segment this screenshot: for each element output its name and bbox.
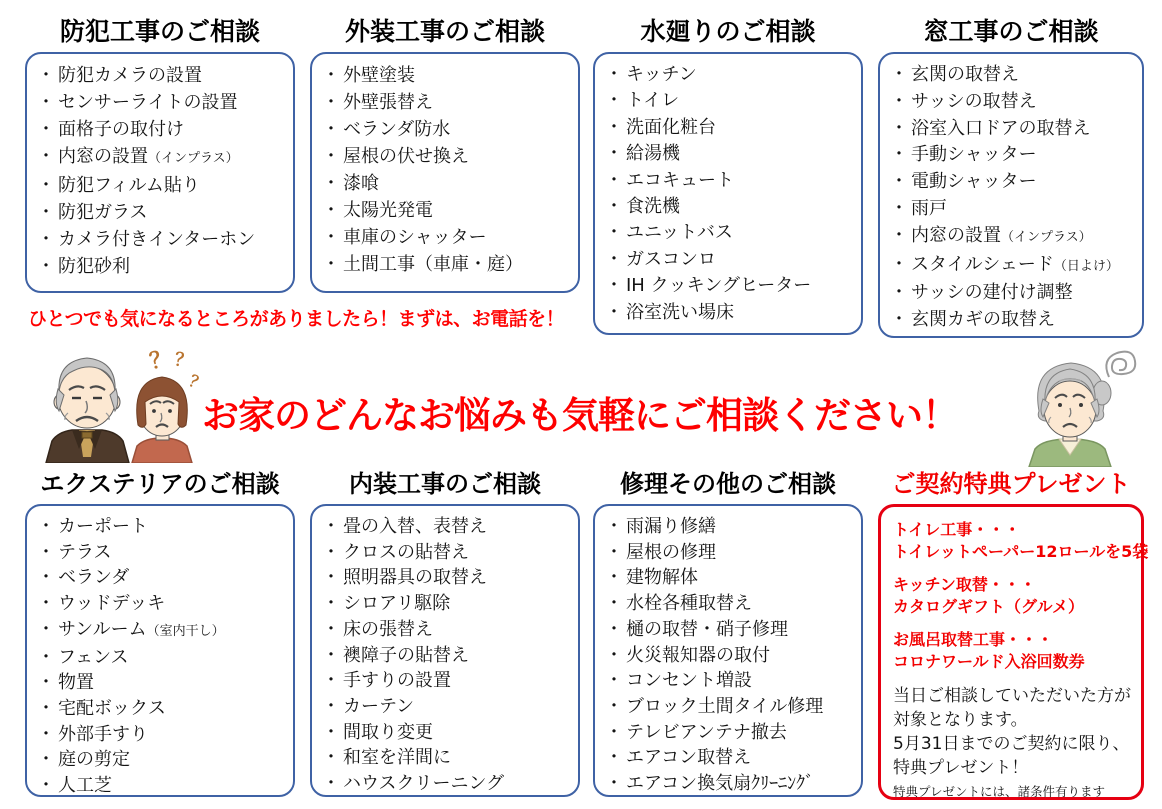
bullet-icon: ・ (37, 723, 55, 745)
section-title: 内装工事のご相談 (349, 470, 541, 498)
list-item: ・ サッシの取替え (890, 90, 1037, 112)
list-item: ・ サンルーム（室内干し） (37, 618, 225, 640)
section-title: 外装工事のご相談 (344, 17, 545, 46)
elderly-woman-drawing (993, 337, 1153, 467)
list-item: ・ 水栓各種取替え (605, 593, 752, 615)
list-item: ・ サッシの建付け調整 (890, 282, 1073, 304)
section-box (593, 52, 863, 335)
list-item: ・ 防犯フィルム貼り (37, 175, 200, 196)
bullet-icon: ・ (890, 197, 908, 219)
bullet-icon: ・ (37, 567, 55, 589)
bullet-icon: ・ (37, 749, 55, 771)
bullet-icon: ・ (37, 65, 55, 86)
section-box (310, 52, 580, 293)
section-title: 窓工事のご相談 (923, 17, 1099, 46)
list-item: ・ 外壁張替え (322, 92, 433, 113)
bullet-icon: ・ (322, 695, 340, 717)
dizzy-scribble-icon (1106, 352, 1135, 377)
bonus-offer-toilet (893, 519, 1149, 563)
bullet-icon: ・ (322, 254, 340, 275)
item-list (605, 62, 857, 326)
list-item: ・ 車庫のシャッター (322, 227, 487, 248)
list-item: ・ 防犯ガラス (37, 202, 148, 223)
bonus-note-line: 当日ご相談していただいた方が (893, 686, 1131, 706)
list-item: ・ テラス (37, 541, 112, 563)
bullet-icon: ・ (37, 175, 55, 196)
bullet-icon: ・ (322, 227, 340, 248)
list-item: ・ 人工芝 (37, 775, 112, 797)
bullet-icon: ・ (37, 697, 55, 719)
bullet-icon: ・ (890, 224, 908, 246)
section-title: エクステリアのご相談 (40, 470, 280, 498)
list-item: ・ 外部手すり (37, 723, 148, 745)
bullet-icon: ・ (605, 90, 623, 112)
list-item: ・ 雨戸 (890, 197, 947, 219)
list-item: ・ IH クッキングヒーター (605, 275, 812, 297)
list-item: ・ 畳の入替、表替え (322, 516, 487, 537)
list-item: ・ 照明器具の取替え (322, 567, 487, 589)
list-item: ・ ベランダ防水 (322, 119, 451, 140)
bullet-icon: ・ (605, 747, 623, 769)
section-title: ご契約特典プレゼント (891, 470, 1131, 498)
bullet-icon: ・ (322, 773, 340, 795)
bullet-icon: ・ (322, 541, 340, 563)
list-item: ・ エアコン取替え (605, 747, 752, 769)
offer-label: お風呂取替工事・・・ (893, 630, 1054, 649)
bullet-icon: ・ (322, 119, 340, 140)
bullet-icon: ・ (890, 171, 908, 193)
bonus-note-line: 対象となります。 (893, 710, 1028, 730)
list-item: ・ フェンス (37, 646, 129, 668)
bullet-icon: ・ (322, 670, 340, 692)
bullet-icon: ・ (605, 618, 623, 640)
list-item: ・ 電動シャッター (890, 171, 1037, 193)
bullet-icon: ・ (322, 146, 340, 167)
bullet-icon: ・ (37, 541, 55, 563)
list-item: ・ 屋根の伏せ換え (322, 146, 469, 167)
bullet-icon: ・ (605, 516, 623, 537)
list-item: ・ 外壁塗装 (322, 65, 415, 86)
svg-text:？: ？ (186, 371, 209, 395)
svg-text:？: ？ (147, 345, 175, 375)
bullet-icon: ・ (890, 309, 908, 331)
list-item: ・ ブロック土間タイル修理 (605, 695, 824, 717)
list-item: ・ 玄関の取替え (890, 64, 1019, 85)
bonus-offer-bath (893, 629, 1135, 673)
bullet-icon: ・ (605, 64, 623, 85)
bullet-icon: ・ (605, 169, 623, 191)
list-item: ・ 防犯カメラの設置 (37, 65, 202, 86)
call-to-action-line: ひとつでも気になるところがありましたら！まずは、お電話を！ (28, 308, 565, 330)
bullet-icon: ・ (890, 144, 908, 166)
offer-gift: トイレットペーパー12ロールを5袋 (893, 542, 1149, 561)
section-title: 水廻りのご相談 (640, 17, 816, 46)
list-item: ・ センサーライトの設置 (37, 92, 238, 113)
list-item: ・ 間取り変更 (322, 721, 433, 743)
bullet-icon: ・ (890, 64, 908, 85)
offer-label: キッチン取替・・・ (893, 575, 1036, 594)
bullet-icon: ・ (605, 670, 623, 692)
list-item: ・ 和室を洋間に (322, 747, 451, 769)
list-item: ・ エアコン換気扇ｸﾘｰﾆﾝｸﾞ (605, 773, 815, 795)
bullet-icon: ・ (890, 117, 908, 139)
bullet-icon: ・ (605, 695, 623, 717)
list-item: ・ 洗面化粧台 (605, 116, 716, 138)
bullet-icon: ・ (322, 618, 340, 640)
bullet-icon: ・ (37, 229, 55, 250)
bullet-icon: ・ (322, 65, 340, 86)
list-item: ・ 火災報知器の取付 (605, 644, 770, 666)
bullet-icon: ・ (890, 253, 908, 275)
offer-gift: カタログギフト（グルメ） (893, 597, 1085, 616)
bullet-icon: ・ (37, 618, 55, 640)
list-item: ・ 樋の取替・硝子修理 (605, 618, 788, 640)
bullet-icon: ・ (37, 672, 55, 694)
bonus-note-line: 5月31日までのご契約に限り、 (893, 734, 1130, 754)
item-list (322, 514, 574, 797)
list-item: ・ シロアリ駆除 (322, 593, 451, 615)
list-item: ・ クロスの貼替え (322, 541, 469, 563)
list-item: ・ 防犯砂利 (37, 256, 130, 277)
list-item: ・ スタイルシェード（日よけ） (890, 253, 1119, 275)
bullet-icon: ・ (37, 92, 55, 113)
list-item: ・ 食洗機 (605, 196, 680, 218)
item-list (322, 62, 574, 278)
bullet-icon: ・ (605, 222, 623, 244)
list-item: ・ エコキュート (605, 169, 734, 191)
list-item: ・ テレビアンテナ撤去 (605, 721, 787, 743)
bullet-icon: ・ (37, 256, 55, 277)
section-box (25, 504, 295, 797)
offer-label: トイレ工事・・・ (893, 520, 1021, 539)
bonus-offer-kitchen (893, 574, 1135, 618)
list-item: ・ コンセント増設 (605, 670, 752, 692)
list-item: ・ 内窓の設置（インプラス） (890, 224, 1092, 246)
bonus-box (878, 504, 1149, 800)
bullet-icon: ・ (605, 275, 623, 297)
bullet-icon: ・ (37, 646, 55, 668)
list-item: ・ カーポート (37, 516, 148, 537)
list-item: ・ 屋根の修理 (605, 541, 716, 563)
list-item: ・ 雨漏り修繕 (605, 516, 716, 537)
bullet-icon: ・ (322, 200, 340, 221)
bullet-icon: ・ (605, 116, 623, 138)
list-item: ・ 手すりの設置 (322, 670, 451, 692)
confused-elderly-couple-illustration (28, 345, 213, 463)
bullet-icon: ・ (605, 721, 623, 743)
bullet-icon: ・ (322, 644, 340, 666)
bullet-icon: ・ (605, 196, 623, 218)
list-item: ・ 玄関カギの取替え (890, 309, 1055, 331)
list-item: ・ トイレ (605, 90, 680, 112)
list-item: ・ 手動シャッター (890, 144, 1037, 166)
bullet-icon: ・ (322, 747, 340, 769)
list-item: ・ 土間工事（車庫・庭） (322, 254, 523, 275)
list-item: ・ ガスコンロ (605, 248, 716, 270)
bullet-icon: ・ (322, 567, 340, 589)
bullet-icon: ・ (37, 146, 55, 167)
list-item: ・ 面格子の取付け (37, 119, 184, 140)
list-item: ・ 浴室入口ドアの取替え (890, 117, 1091, 139)
list-item: ・ 庭の剪定 (37, 749, 130, 771)
item-list (605, 514, 857, 797)
list-item: ・ ハウスクリーニング (322, 773, 505, 795)
bullet-icon: ・ (37, 775, 55, 797)
bonus-fine-print: 特典プレゼントには、諸条件有ります (893, 784, 1106, 799)
item-list (37, 62, 289, 280)
list-item: ・ 給湯機 (605, 143, 680, 165)
list-item: ・ ウッドデッキ (37, 593, 166, 615)
item-list (890, 62, 1138, 334)
list-item: ・ 宅配ボックス (37, 697, 166, 719)
list-item: ・ ベランダ (37, 567, 130, 589)
list-item: ・ 内窓の設置（インプラス） (37, 146, 239, 167)
section-title: 修理その他のご相談 (620, 470, 836, 498)
bullet-icon: ・ (322, 593, 340, 615)
bullet-icon: ・ (605, 567, 623, 589)
bullet-icon: ・ (605, 248, 623, 270)
list-item: ・ ユニットバス (605, 222, 733, 244)
bullet-icon: ・ (322, 516, 340, 537)
bullet-icon: ・ (37, 119, 55, 140)
bullet-icon: ・ (37, 593, 55, 615)
item-list (37, 514, 289, 799)
section-box (593, 504, 863, 797)
bullet-icon: ・ (890, 282, 908, 304)
bullet-icon: ・ (605, 644, 623, 666)
list-item: ・ カメラ付きインターホン (37, 229, 256, 250)
worried-elderly-woman-illustration (993, 337, 1153, 467)
offer-gift: コロナワールド入浴回数券 (893, 652, 1085, 671)
list-item: ・ 襖障子の貼替え (322, 644, 469, 666)
section-box (878, 52, 1144, 338)
svg-text:？: ？ (173, 349, 195, 373)
section-box (310, 504, 580, 797)
elderly-couple-drawing (28, 345, 213, 463)
list-item: ・ 浴室洗い場床 (605, 301, 734, 323)
bullet-icon: ・ (322, 721, 340, 743)
bullet-icon: ・ (37, 202, 55, 223)
bullet-icon: ・ (890, 90, 908, 112)
bullet-icon: ・ (605, 301, 623, 323)
bullet-icon: ・ (322, 92, 340, 113)
section-box (25, 52, 295, 293)
list-item: ・ 漆喰 (322, 173, 379, 194)
main-headline: お家のどんなお悩みも気軽にご相談ください！ (202, 394, 958, 437)
bullet-icon: ・ (322, 173, 340, 194)
bonus-note-line: 特典プレゼント！ (893, 758, 1029, 778)
bullet-icon: ・ (37, 516, 55, 537)
bullet-icon: ・ (605, 143, 623, 165)
section-title: 防犯工事のご相談 (59, 17, 260, 46)
list-item: ・ 床の張替え (322, 618, 433, 640)
list-item: ・ カーテン (322, 695, 415, 717)
list-item: ・ 物置 (37, 672, 94, 694)
bullet-icon: ・ (605, 541, 623, 563)
list-item: ・ 太陽光発電 (322, 200, 433, 221)
bullet-icon: ・ (605, 593, 623, 615)
bullet-icon: ・ (605, 773, 623, 795)
list-item: ・ キッチン (605, 64, 697, 85)
list-item: ・ 建物解体 (605, 567, 698, 589)
